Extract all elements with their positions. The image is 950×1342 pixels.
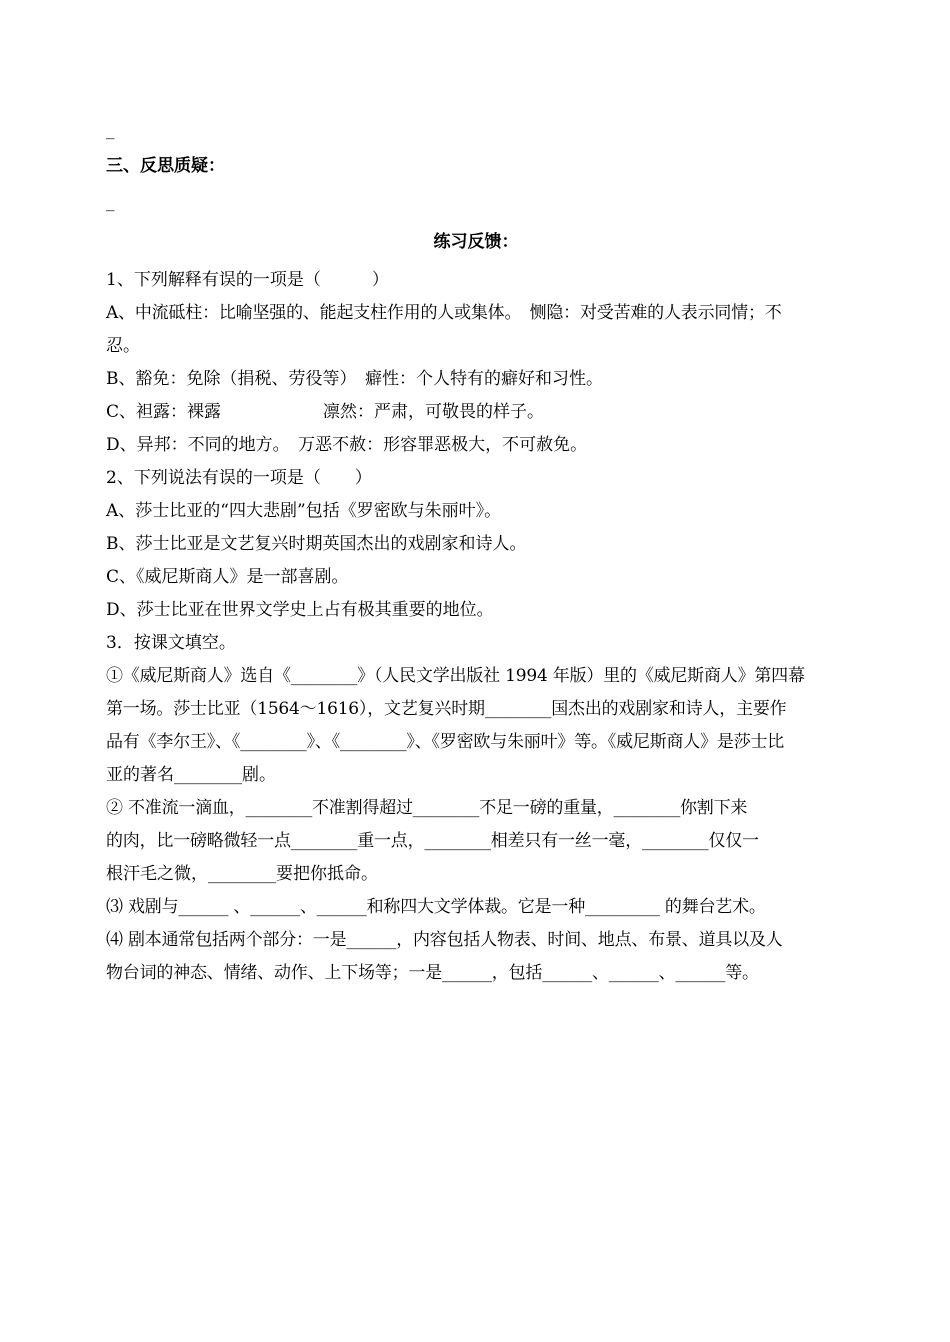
- question-3: 3．按课文填空。: [106, 633, 236, 653]
- fill-blank-2-line-1: ② 不准流一滴血，________不准割得超过________不足一磅的重量，________你割下来: [106, 798, 748, 818]
- fill-blank-1-line-1: ①《威尼斯商人》选自《________》（人民文学出版社 1994 年版）里的《威尼斯商人》第四幕: [106, 666, 805, 686]
- option-1a: A、中流砥柱：比喻坚强的、能起支柱作用的人或集体。 恻隐：对受苦难的人表示同情；不: [106, 303, 782, 323]
- fill-blank-2-line-3: 根汗毛之微，________要把你抵命。: [106, 864, 378, 884]
- option-2a: A、莎士比亚的“四大悲剧”包括《罗密欧与朱丽叶》。: [106, 501, 502, 521]
- option-2c: C、《威尼斯商人》是一部喜剧。: [106, 567, 349, 587]
- question-1: 1、下列解释有误的一项是（ ）: [106, 270, 389, 290]
- fill-blank-1-line-2: 第一场。莎士比亚（1564～1616），文艺复兴时期________国杰出的戏剧家和诗人，主要作: [106, 699, 787, 719]
- option-2b: B、莎士比亚是文艺复兴时期英国杰出的戏剧家和诗人。: [106, 534, 527, 554]
- fill-blank-1-line-3: 品有《李尔王》、《________》、《________》、《罗密欧与朱丽叶》等。《威尼斯商人》是莎士比: [106, 732, 785, 752]
- fill-blank-1-line-4: 亚的著名________剧。: [106, 765, 276, 785]
- section-heading: 三、反思质疑：: [106, 156, 225, 176]
- option-2d: D、莎士比亚在世界文学史上占有极其重要的地位。: [106, 600, 494, 620]
- option-1a-continued: 忍。: [106, 336, 140, 356]
- page-content: [106, 112, 846, 990]
- blank-line-marker: _: [106, 192, 115, 212]
- blank-line-marker: _: [106, 120, 115, 140]
- exercise-title: 练习反馈：: [433, 232, 519, 252]
- option-1b: B、豁免：免除（捐税、劳役等） 癖性：个人特有的癖好和习性。: [106, 369, 603, 389]
- question-2: 2、下列说法有误的一项是（ ）: [106, 468, 372, 488]
- fill-blank-4-line-1: ⑷ 剧本通常包括两个部分：一是______，内容包括人物表、时间、地点、布景、道具以及人: [106, 930, 783, 950]
- fill-blank-4-line-2: 物台词的神态、情绪、动作、上下场等；一是______，包括______、______、______等。: [106, 963, 759, 983]
- fill-blank-2-line-2: 的肉，比一磅略微轻一点________重一点，________相差只有一丝一毫，________仅仅一: [106, 831, 759, 851]
- option-1c: C、袒露：裸露 凛然：严肃，可敬畏的样子。: [106, 402, 545, 422]
- option-1d: D、异邦：不同的地方。 万恶不赦：形容罪恶极大，不可赦免。: [106, 435, 588, 455]
- fill-blank-3: ⑶ 戏剧与______ 、______、______和称四大文学体裁。它是一种_________ 的舞台艺术。: [106, 897, 766, 917]
